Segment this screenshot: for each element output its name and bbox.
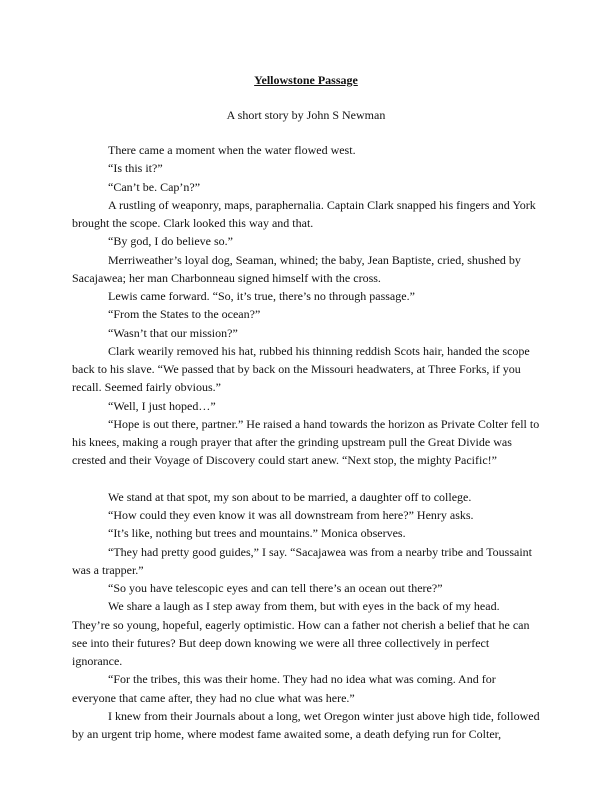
- paragraph: We share a laugh as I step away from them, but with eyes in the back of my head. They’re so young, hopeful, eagerly optimistic. How can a father not cherish a belief that he can see into their futures? But deep down knowing we were all three collectively in perfect ignorance.: [72, 599, 530, 668]
- paragraph: “Wasn’t that our mission?”: [108, 325, 238, 340]
- paragraph: “For the tribes, this was their home. They had no idea what was coming. And for everyone that came after, they had no clue what was here.”: [72, 672, 496, 705]
- paragraph: “So you have telescopic eyes and can tell there’s an ocean out there?”: [108, 581, 443, 595]
- story-body: [72, 141, 540, 743]
- paragraph: “Hope is out there, partner.” He raised a hand towards the horizon as Private Colter fell to his knees, making a rough prayer that after the grinding upstream pull the Great Divide was crested and their Voyage of Discovery could start anew. “Next stop, the mighty Pacific!”: [72, 416, 540, 468]
- paragraph: “By god, I do believe so.”: [108, 234, 233, 249]
- paragraph: Clark wearily removed his hat, rubbed his thinning reddish Scots hair, handed the scope back to his slave. “We passed that by back on the Missouri headwaters, at Three Forks, if you recall. Seemed fairly obvious.”: [72, 343, 530, 395]
- paragraph: “Well, I just hoped…”: [108, 398, 216, 413]
- paragraph: We stand at that spot, my son about to be married, a daughter off to college.: [108, 489, 472, 504]
- paragraph: “Is this it?”: [108, 161, 163, 176]
- paragraph: I knew from their Journals about a long, wet Oregon winter just above high tide, followed by an urgent trip home, where modest fame awaited some, a death defying run for Colter,: [72, 708, 540, 741]
- story-byline: A short story by John S Newman: [226, 108, 386, 122]
- paragraph: “Can’t be. Cap’n?”: [108, 179, 201, 194]
- paragraph: Lewis came forward. “So, it’s true, there’s no through passage.”: [108, 289, 415, 303]
- paragraph: “How could they even know it was all downstream from here?” Henry asks.: [108, 508, 474, 522]
- paragraph: There came a moment when the water flowed west.: [108, 143, 356, 157]
- paragraph: A rustling of weaponry, maps, paraphernalia. Captain Clark snapped his fingers and York brought the scope. Clark looked this way and that.: [72, 197, 536, 230]
- paragraph: “It’s like, nothing but trees and mountains.” Monica observes.: [108, 526, 406, 541]
- paragraph: “They had pretty good guides,” I say. “Sacajawea was from a nearby tribe and Toussaint was a trapper.”: [72, 544, 533, 577]
- story-title: Yellowstone Passage: [254, 73, 358, 87]
- paragraph: “From the States to the ocean?”: [108, 307, 261, 322]
- paragraph: Merriweather’s loyal dog, Seaman, whined; the baby, Jean Baptiste, cried, shushed by Sacajawea; her man Charbonneau signed himself with the cross.: [72, 252, 521, 285]
